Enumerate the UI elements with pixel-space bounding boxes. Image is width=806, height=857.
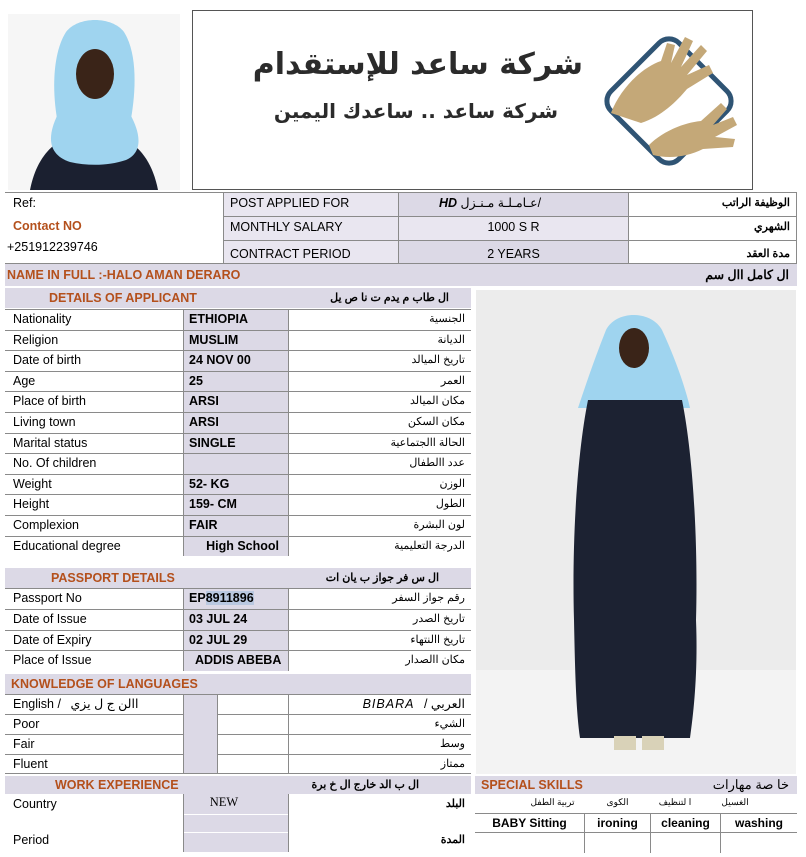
- applicant-label: Complexion: [13, 518, 80, 532]
- skills-title-ar: خا صة مهارات: [712, 777, 789, 792]
- english-label-ar: االن ج ل يزي: [70, 697, 139, 711]
- applicant-row: [5, 309, 471, 330]
- language-level-label-ar: وسط: [440, 738, 465, 750]
- passport-section: [5, 588, 471, 672]
- applicant-row: [5, 412, 471, 433]
- country-label: Country: [13, 797, 57, 811]
- period-label: Period: [13, 833, 50, 847]
- applicant-title-ar: ال طاب م يدم ت نا ص يل: [330, 292, 449, 304]
- skill-ar-ironing: الكوى: [606, 797, 629, 807]
- applicant-value: ARSI: [189, 394, 219, 409]
- applicant-label: Place of birth: [13, 394, 86, 409]
- english-label-en: English /: [13, 697, 61, 711]
- post-value: [399, 193, 628, 216]
- applicant-value: 25: [189, 373, 203, 388]
- applicant-value: ETHIOPIA: [189, 312, 249, 326]
- languages-title: KNOWLEDGE OF LANGUAGES: [11, 677, 198, 691]
- passport-value: [183, 630, 287, 650]
- applicant-label: Age: [13, 373, 36, 388]
- salary-value: 1000 S R: [399, 217, 628, 240]
- languages-section: [5, 694, 471, 774]
- passport-label: Place of Issue: [13, 653, 92, 668]
- work-title-ar: ال ب الد خارج ال خ برة: [311, 779, 419, 791]
- passport-label-ar: تاريخ الصدر: [413, 612, 465, 625]
- applicant-label-ar: الطول: [435, 498, 465, 511]
- passport-value-a: 03 JUL 24: [189, 611, 248, 626]
- applicant-value: ARSI: [189, 415, 219, 429]
- applicant-value: High School: [206, 538, 279, 553]
- applicant-label: No. Of children: [13, 456, 97, 471]
- applicant-label: Educational degree: [13, 538, 121, 553]
- passport-value-a: ADDIS ABEBA: [195, 653, 282, 668]
- period-label-ar: المدة: [440, 834, 465, 846]
- passport-row: [5, 650, 471, 671]
- name-row: [5, 264, 797, 286]
- portrait-photo: [8, 14, 180, 190]
- skill-cleaning: cleaning: [661, 816, 710, 830]
- applicant-row: [5, 391, 471, 412]
- english-label: [7, 694, 183, 714]
- applicant-row: [5, 453, 471, 474]
- applicant-label-ar: الديانة: [437, 333, 465, 346]
- passport-label: Passport No: [13, 591, 82, 605]
- applicant-label: Living town: [13, 415, 76, 429]
- applicant-value: 24 NOV 00: [189, 353, 251, 368]
- passport-label-ar: رقم جواز السفر: [392, 592, 465, 604]
- work-title: WORK EXPERIENCE: [55, 778, 179, 792]
- skill-ar-washing: الغسيل: [721, 797, 749, 807]
- applicant-label-ar: لون البشرة: [413, 519, 465, 531]
- applicant-label: Height: [13, 497, 50, 512]
- arabic-value: BIBARA: [362, 697, 415, 711]
- skills-ar-row: [475, 794, 797, 812]
- language-level-row: [5, 754, 471, 774]
- applicant-label-ar: الدرجة التعليمية: [394, 539, 465, 552]
- applicant-value: SINGLE: [189, 435, 236, 450]
- arabic-label-ar: العربي /: [423, 697, 465, 711]
- applicant-label-ar: عدد االطفال: [409, 457, 465, 470]
- language-level-label-ar: ممتاز: [440, 758, 465, 770]
- post-value-ar: عـامـلـة مـنـزل/: [460, 196, 542, 210]
- applicant-label: Religion: [13, 332, 59, 347]
- passport-row: [5, 630, 471, 651]
- applicant-title: DETAILS OF APPLICANT: [5, 288, 471, 308]
- hands-logo-icon: [591, 27, 747, 177]
- full-body-photo: [476, 290, 796, 774]
- header-table: [5, 192, 797, 264]
- passport-value: [183, 650, 287, 670]
- passport-title-ar: ال س فر جواز ب يان ات: [325, 572, 439, 584]
- applicant-value: 52- KG: [189, 476, 230, 491]
- applicant-row: [5, 536, 471, 557]
- contract-label-ar: مدة العقد: [746, 248, 790, 260]
- language-level-label: Fair: [13, 737, 35, 751]
- applicant-label-ar: مكان السكن: [407, 416, 465, 428]
- post-label-ar: الوظيفة الراتب: [721, 197, 790, 209]
- language-level-label: Fluent: [13, 757, 48, 771]
- applicant-label: Marital status: [13, 435, 88, 450]
- phone-number: +251912239746: [7, 240, 98, 254]
- applicant-row: [5, 330, 471, 351]
- applicant-label-ar: الحالة االجتماعية: [390, 436, 465, 449]
- arabic-label: [289, 694, 471, 714]
- passport-title: PASSPORT DETAILS: [51, 571, 175, 585]
- passport-label: Date of Expiry: [13, 632, 92, 647]
- applicant-row: [5, 350, 471, 371]
- applicant-label-ar: تاريخ الميالد: [411, 354, 465, 367]
- salary-label-ar: الشهري: [754, 221, 790, 233]
- skill-ironing: ironing: [597, 816, 638, 830]
- applicant-section: [5, 288, 471, 558]
- contract-label: CONTRACT PERIOD: [224, 241, 398, 263]
- applicant-label-ar: الوزن: [439, 477, 465, 490]
- country-value: NEW: [209, 795, 239, 809]
- language-level-row: [5, 734, 471, 754]
- passport-value: [183, 609, 287, 629]
- applicant-label: Weight: [13, 476, 52, 491]
- passport-value-a: EP: [189, 591, 206, 605]
- skill-washing: washing: [734, 816, 783, 830]
- full-name: NAME IN FULL :-HALO AMAN DERARO: [7, 268, 241, 282]
- language-level-label: Poor: [13, 717, 40, 731]
- ref-label: Ref:: [13, 196, 36, 210]
- language-level-label-ar: الشيء: [434, 718, 465, 730]
- applicant-label-ar: العمر: [440, 374, 465, 387]
- applicant-value: FAIR: [189, 518, 218, 532]
- languages-title-row: [5, 674, 471, 694]
- company-name: شركة ساعد للإستقدام: [252, 47, 583, 82]
- applicant-value: MUSLIM: [189, 332, 239, 347]
- applicant-row: [5, 515, 471, 536]
- applicant-row: [5, 433, 471, 454]
- passport-label-ar: تاريخ االنتهاء: [410, 633, 465, 646]
- country-label-ar: البلد: [445, 798, 465, 810]
- applicant-label: Nationality: [13, 312, 72, 326]
- full-name-ar: ال كامل اال سم: [705, 268, 789, 282]
- skill-ar-babysitting: تربية الطفل: [530, 797, 575, 807]
- passport-label: Date of Issue: [13, 611, 87, 626]
- applicant-row: [5, 474, 471, 495]
- applicant-label: Date of birth: [13, 353, 82, 368]
- work-section: [5, 794, 471, 852]
- contract-value: 2 YEARS: [399, 241, 628, 263]
- passport-value: [183, 588, 287, 608]
- skills-row: [475, 813, 797, 833]
- post-value-en: HD: [439, 196, 458, 210]
- passport-row: [5, 609, 471, 630]
- contact-label: Contact NO: [13, 219, 82, 233]
- passport-row: [5, 588, 471, 609]
- skills-title: SPECIAL SKILLS: [481, 778, 583, 792]
- passport-value-b: 8911896: [205, 591, 254, 605]
- passport-label-ar: مكان االصدار: [405, 654, 465, 667]
- company-slogan: شركة ساعد .. ساعدك اليمين: [273, 99, 558, 123]
- passport-title-row: [5, 568, 471, 588]
- applicant-label-ar: مكان الميالد: [409, 395, 465, 408]
- language-level-row: [5, 714, 471, 734]
- company-banner: [192, 10, 753, 190]
- salary-label: MONTHLY SALARY: [224, 217, 398, 240]
- post-label: POST APPLIED FOR: [224, 193, 398, 216]
- passport-value-a: 02 JUL 29: [189, 632, 248, 647]
- applicant-row: [5, 494, 471, 515]
- applicant-value: 159- CM: [189, 497, 237, 512]
- applicant-label-ar: الجنسية: [429, 313, 465, 325]
- applicant-row: [5, 371, 471, 392]
- skill-ar-cleaning: ا لتنظيف: [658, 797, 692, 807]
- skill-babysitting: BABY Sitting: [492, 816, 567, 830]
